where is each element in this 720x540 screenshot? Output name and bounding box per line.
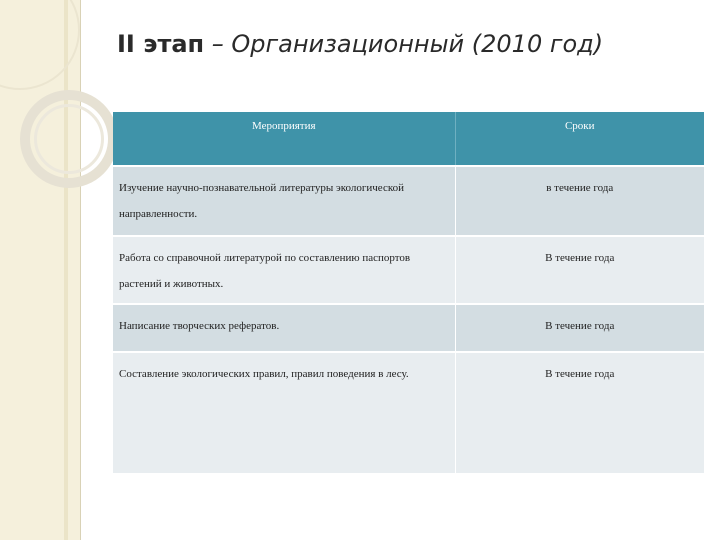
slide-title-stage: II этап	[117, 30, 205, 58]
header-events: Мероприятия	[113, 112, 455, 166]
slide-title-name: – Организационный (2010 год)	[204, 30, 604, 58]
table-row	[113, 166, 704, 236]
header-terms: Сроки	[455, 112, 704, 166]
event-cell: Работа со справочной литературой по составлению паспортов растений и животных.	[113, 236, 455, 304]
term-cell: В течение года	[455, 352, 704, 474]
table-row	[113, 304, 704, 352]
table-header-row	[113, 112, 704, 166]
event-cell: Составление экологических правил, правил поведения в лесу.	[113, 352, 455, 474]
table-row	[113, 352, 704, 474]
table-row	[113, 236, 704, 304]
term-cell: В течение года	[455, 304, 704, 352]
term-cell: в течение года	[455, 166, 704, 236]
event-cell: Изучение научно-познавательной литературы экологической направленности.	[113, 166, 455, 236]
event-cell: Написание творческих рефератов.	[113, 304, 455, 352]
decorative-band-edge	[64, 0, 68, 540]
plan-table-container	[113, 112, 704, 467]
decorative-ring-inner	[34, 104, 104, 174]
slide-title	[117, 30, 697, 58]
plan-table	[113, 112, 704, 475]
term-cell: В течение года	[455, 236, 704, 304]
